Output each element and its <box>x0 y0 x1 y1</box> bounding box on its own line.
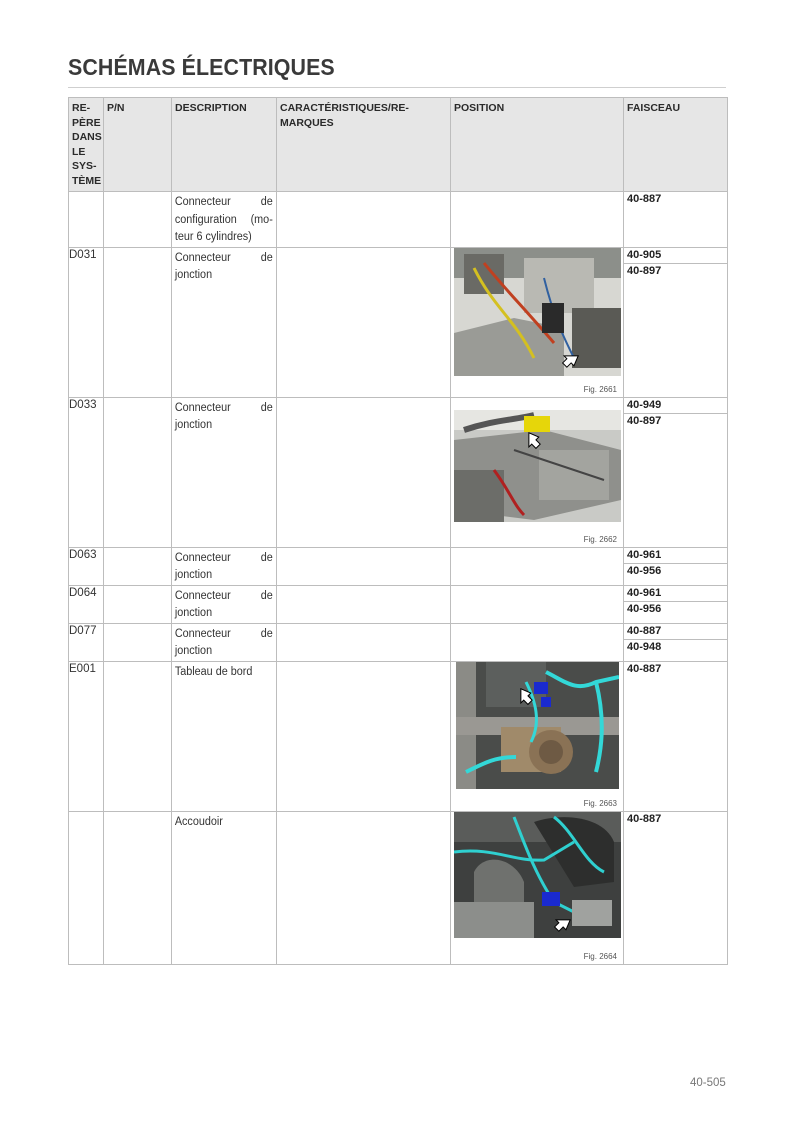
harness-cell <box>624 547 728 585</box>
harness-code: 40-897 <box>627 265 662 277</box>
position-cell <box>451 547 624 585</box>
remarks-cell <box>277 247 451 397</box>
remarks-cell <box>277 192 451 248</box>
pn-cell <box>104 192 172 248</box>
table-row <box>69 192 728 248</box>
position-cell <box>451 661 624 811</box>
table-row <box>69 397 728 547</box>
ref-cell: D033 <box>69 397 104 547</box>
figure-e001-image <box>456 662 619 789</box>
col-header-pn: P/N <box>104 98 172 192</box>
table-row <box>69 811 728 964</box>
harness-cell <box>624 811 728 964</box>
pn-cell <box>104 547 172 585</box>
harness-code: 40-887 <box>627 193 662 205</box>
remarks-cell <box>277 397 451 547</box>
harness-code: 40-887 <box>627 662 662 675</box>
harness-cell <box>624 397 728 547</box>
figure-caption: Fig. 2664 <box>583 951 617 961</box>
table-row <box>69 547 728 585</box>
description-cell: Connecteur de jonction <box>174 627 273 657</box>
position-cell <box>451 623 624 661</box>
harness-cell <box>624 247 728 397</box>
pn-cell <box>104 585 172 623</box>
harness-code: 40-897 <box>627 415 662 427</box>
harness-code: 40-956 <box>627 603 662 615</box>
position-cell <box>451 585 624 623</box>
figure-caption: Fig. 2662 <box>583 534 617 544</box>
col-header-ref: RE- PÈRE DANS LE SYS- TÈME <box>69 98 104 192</box>
figure-d033-image <box>454 410 621 522</box>
ref-cell <box>69 192 104 248</box>
harness-code: 40-948 <box>627 641 662 653</box>
harness-code: 40-961 <box>624 586 728 603</box>
ref-cell <box>69 811 104 964</box>
pn-cell <box>104 661 172 811</box>
position-cell <box>451 247 624 397</box>
harness-code: 40-961 <box>624 548 728 565</box>
figure-caption: Fig. 2663 <box>583 798 617 808</box>
table-row <box>69 585 728 623</box>
description-cell: Connecteur de jonction <box>174 551 273 581</box>
description-cell: Accoudoir <box>174 815 223 828</box>
harness-cell <box>624 661 728 811</box>
figure-caption: Fig. 2661 <box>583 384 617 394</box>
ref-cell: D064 <box>69 585 104 623</box>
harness-code: 40-887 <box>627 812 662 825</box>
pn-cell <box>104 623 172 661</box>
page-title: SCHÉMAS ÉLECTRIQUES <box>68 54 335 80</box>
position-cell <box>451 192 624 248</box>
harness-cell <box>624 585 728 623</box>
table-row <box>69 623 728 661</box>
pn-cell <box>104 247 172 397</box>
position-cell <box>451 397 624 547</box>
harness-code: 40-949 <box>624 398 728 415</box>
description-cell: Connecteur de jonction <box>174 589 273 619</box>
ref-cell: D031 <box>69 247 104 397</box>
figure-d031-image <box>454 248 621 376</box>
page-number: 40-505 <box>690 1077 726 1089</box>
table-row <box>69 247 728 397</box>
table-header-row <box>69 98 728 192</box>
ref-cell: D077 <box>69 623 104 661</box>
table-row <box>69 661 728 811</box>
remarks-cell <box>277 585 451 623</box>
col-header-harness: FAISCEAU <box>624 98 728 192</box>
remarks-cell <box>277 547 451 585</box>
harness-code: 40-887 <box>624 624 728 641</box>
harness-code: 40-905 <box>624 248 728 265</box>
figure-accoudoir-image <box>454 812 621 938</box>
pn-cell <box>104 397 172 547</box>
remarks-cell <box>277 811 451 964</box>
col-header-position: POSITION <box>451 98 624 192</box>
description-cell: Connecteur de configuration (mo-teur 6 cylindres) <box>174 196 273 243</box>
col-header-description: DESCRIPTION <box>172 98 277 192</box>
harness-cell <box>624 623 728 661</box>
remarks-cell <box>277 623 451 661</box>
remarks-cell <box>277 661 451 811</box>
col-header-remarks: CARACTÉRISTIQUES/RE- MARQUES <box>277 98 451 192</box>
harness-code: 40-956 <box>627 565 662 577</box>
parts-table <box>68 97 728 965</box>
description-cell: Tableau de bord <box>174 665 253 678</box>
title-divider <box>68 87 726 88</box>
position-cell <box>451 811 624 964</box>
harness-cell <box>624 192 728 248</box>
pn-cell <box>104 811 172 964</box>
ref-cell: E001 <box>69 661 104 811</box>
description-cell: Connecteur de jonction <box>174 401 273 431</box>
description-cell: Connecteur de jonction <box>174 251 273 281</box>
ref-cell: D063 <box>69 547 104 585</box>
